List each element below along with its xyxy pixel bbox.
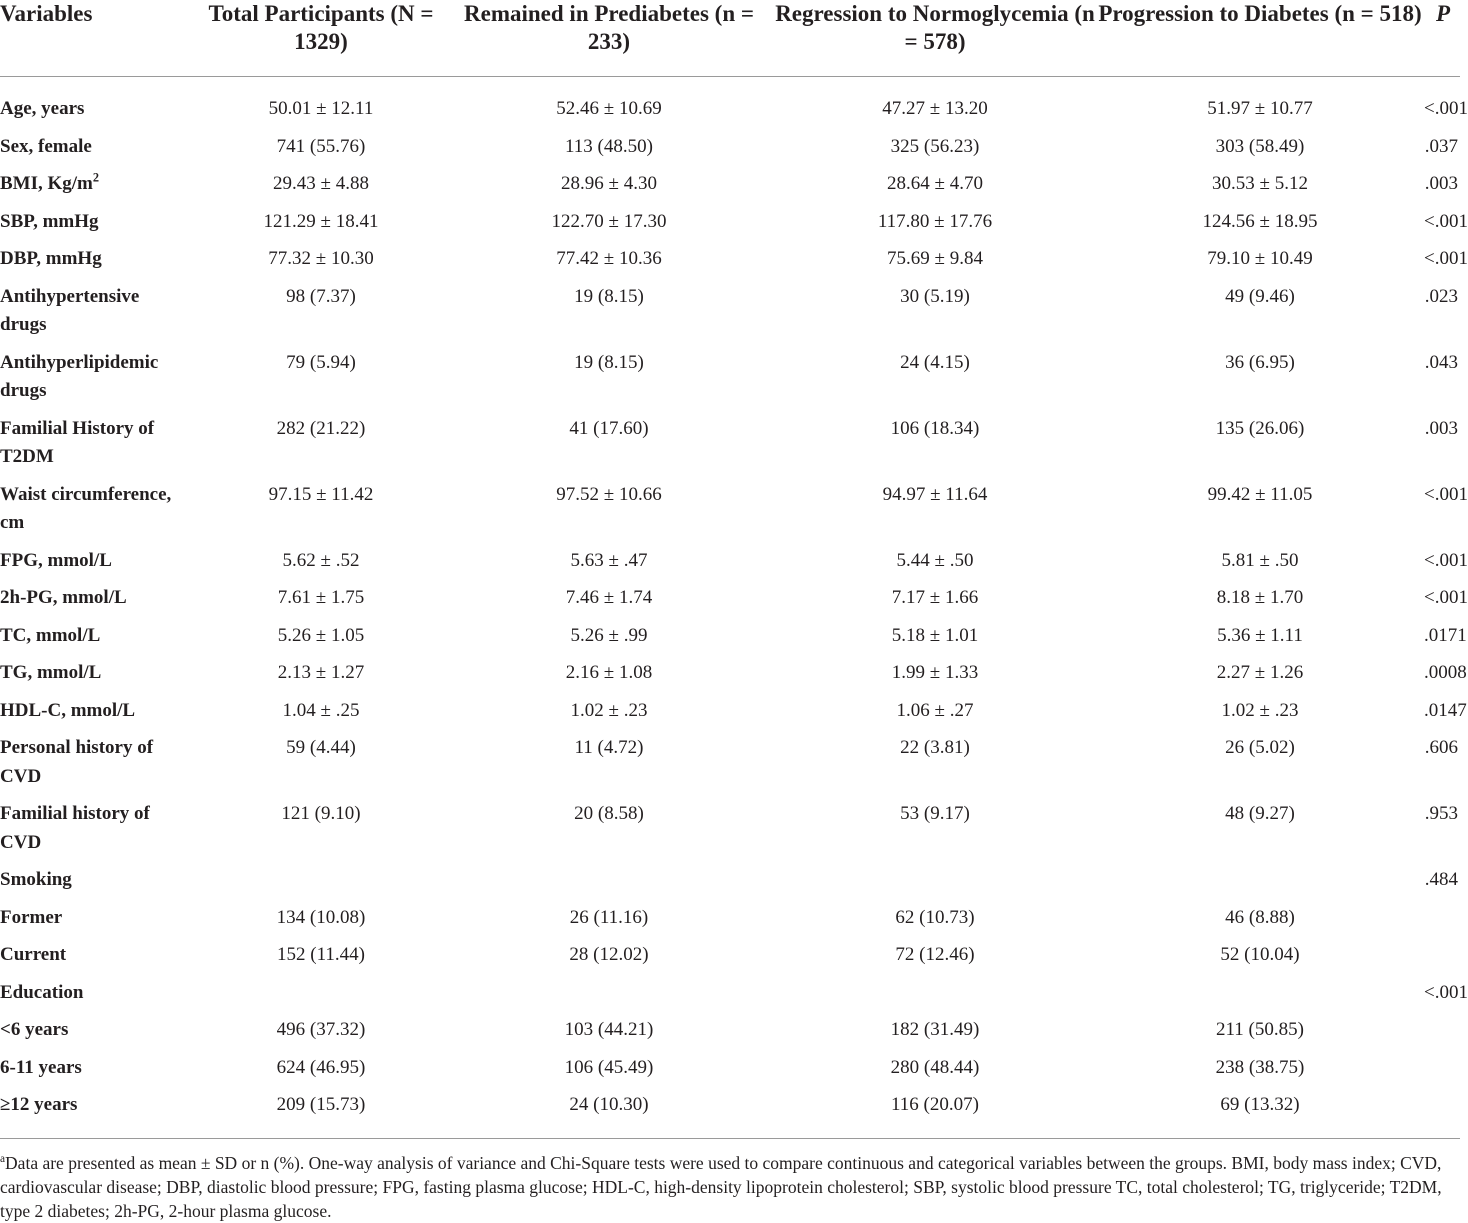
cell-regression: 5.18 ± 1.01 (891, 624, 979, 646)
cell-progression: 2.27 ± 1.26 (1216, 662, 1304, 683)
cell-progression: 49 (9.46) (1225, 285, 1295, 307)
row-label-text: TC, mmol/L (0, 624, 101, 646)
table-row (0, 1016, 1460, 1054)
table-row (0, 697, 1460, 735)
cell-total: 741 (55.76) (276, 135, 366, 157)
row-label (0, 415, 198, 481)
cell-remained (444, 979, 774, 1017)
row-label-text: Education (0, 981, 84, 1003)
row-label (0, 481, 198, 547)
cell-total: 624 (46.95) (276, 1056, 366, 1078)
cell-remained: 28 (12.02) (569, 944, 649, 965)
row-label (0, 584, 198, 622)
cell-p-value: <.001 (1424, 549, 1468, 571)
row-label (0, 734, 198, 800)
row-label-text: Sex, female (0, 135, 92, 157)
table-row (0, 349, 1460, 415)
cell-p-value: .953 (1424, 803, 1458, 824)
cell-progression: 211 (50.85) (1216, 1019, 1304, 1040)
cell-progression: 238 (38.75) (1215, 1056, 1305, 1078)
table-row (0, 800, 1460, 866)
cell-regression (774, 866, 1096, 904)
footnote-marker: a (0, 1153, 6, 1166)
row-label (0, 208, 198, 246)
cell-regression: 24 (4.15) (900, 351, 970, 373)
row-label (0, 1091, 198, 1134)
cell-remained: 122.70 ± 17.30 (551, 210, 667, 232)
cell-remained: 103 (44.21) (564, 1019, 654, 1040)
header-progression-diabetes: Progression to Diabetes (n = 518) (1096, 0, 1424, 77)
header-regression-normoglycemia: Regression to Normoglycemia (n = 578) (774, 0, 1096, 77)
cell-regression: 5.44 ± .50 (896, 549, 974, 571)
cell-regression: 1.99 ± 1.33 (891, 662, 979, 683)
cell-remained: 97.52 ± 10.66 (556, 483, 662, 505)
footnote-text: Data are presented as mean ± SD or n (%). One-way analysis of variance and Chi-Square tests were used to compare continuous and categorical variables between the groups. BMI, body mass index; CVD, cardiovascular disease; DBP, diastolic blood pressure; FPG, fasting plasma glucose; HDL-C, high-density lipoprotein cholesterol; SBP, systolic blood pressure TC, total cholesterol; TG, triglyceride; T2DM, type 2 diabetes; 2h-PG, 2-hour plasma glucose. (0, 1153, 1442, 1221)
cell-total: 5.62 ± .52 (282, 549, 360, 571)
table-row (0, 979, 1460, 1017)
row-label-text: DBP, mmHg (0, 248, 102, 269)
cell-p-value: .023 (1424, 285, 1458, 307)
cell-p-value: <.001 (1424, 98, 1468, 119)
header-variables: Variables (0, 0, 198, 77)
cell-remained: 106 (45.49) (564, 1056, 654, 1078)
cell-p-value (1424, 941, 1460, 979)
cell-total: 5.26 ± 1.05 (277, 624, 365, 646)
cell-p-value (1424, 904, 1460, 942)
cell-progression: 52 (10.04) (1220, 944, 1300, 965)
cell-regression (774, 979, 1096, 1017)
cell-p-value: .003 (1424, 417, 1458, 439)
cell-p-value (1424, 1091, 1460, 1134)
table-row (0, 170, 1460, 208)
cell-p-value (1424, 1016, 1460, 1054)
cell-regression: 116 (20.07) (891, 1094, 979, 1115)
table-row (0, 415, 1460, 481)
cell-p-value: <.001 (1424, 587, 1468, 608)
table-row (0, 133, 1460, 171)
cell-progression: 124.56 ± 18.95 (1202, 210, 1318, 232)
cell-remained: 2.16 ± 1.08 (565, 662, 653, 683)
cell-p-value: <.001 (1424, 981, 1468, 1003)
cell-total: 98 (7.37) (286, 285, 356, 307)
cell-progression: 36 (6.95) (1225, 351, 1295, 373)
table-row (0, 941, 1460, 979)
table-row (0, 481, 1460, 547)
table-row (0, 208, 1460, 246)
row-label (0, 979, 198, 1017)
table-row (0, 659, 1460, 697)
cell-regression: 62 (10.73) (895, 906, 975, 928)
row-label (0, 659, 198, 697)
cell-p-value: <.001 (1424, 210, 1468, 232)
cell-regression: 72 (12.46) (895, 944, 975, 965)
row-label-text: SBP, mmHg (0, 210, 99, 232)
row-label-text: Age, years (0, 98, 85, 119)
row-label (0, 77, 198, 133)
table-row (0, 584, 1460, 622)
row-label (0, 170, 198, 208)
cell-progression: 30.53 ± 5.12 (1212, 173, 1308, 194)
row-label (0, 800, 198, 866)
table-footnote (0, 1138, 1460, 1223)
cell-progression: 48 (9.27) (1225, 803, 1295, 824)
cell-remained: 5.26 ± .99 (570, 624, 648, 646)
row-label (0, 1054, 198, 1092)
cell-regression: 280 (48.44) (890, 1056, 980, 1078)
cell-total: 77.32 ± 10.30 (268, 248, 374, 269)
cell-remained: 41 (17.60) (569, 417, 649, 439)
row-label (0, 866, 198, 904)
cell-remained: 20 (8.58) (574, 803, 644, 824)
table-row (0, 734, 1460, 800)
cell-regression: 106 (18.34) (890, 417, 980, 439)
row-label-text: Waist circumference, cm (0, 483, 172, 533)
cell-regression: 30 (5.19) (900, 285, 970, 307)
table-row (0, 622, 1460, 660)
row-label-text: Familial history of CVD (0, 803, 150, 853)
cell-total: 59 (4.44) (286, 737, 356, 758)
row-label-text: FPG, mmol/L (0, 549, 112, 571)
cell-p-value: .037 (1424, 135, 1458, 157)
row-label-text: Familial History of T2DM (0, 417, 155, 467)
cell-total: 50.01 ± 12.11 (268, 98, 374, 119)
cell-progression: 69 (13.32) (1220, 1094, 1300, 1115)
cell-p-value: <.001 (1424, 248, 1468, 269)
cell-progression: 1.02 ± .23 (1221, 699, 1299, 721)
cell-total (198, 979, 444, 1017)
cell-remained: 26 (11.16) (569, 906, 649, 928)
cell-remained: 24 (10.30) (569, 1094, 649, 1115)
table-row (0, 1091, 1460, 1134)
cell-total: 2.13 ± 1.27 (277, 662, 365, 683)
cell-regression: 28.64 ± 4.70 (887, 173, 983, 194)
row-label-text: ≥12 years (0, 1094, 78, 1115)
cell-progression: 46 (8.88) (1225, 906, 1295, 928)
cell-total (198, 866, 444, 904)
cell-remained: 5.63 ± .47 (570, 549, 648, 571)
cell-p-value: .606 (1424, 737, 1458, 758)
cell-regression: 117.80 ± 17.76 (877, 210, 993, 232)
row-label (0, 547, 198, 585)
row-label (0, 622, 198, 660)
row-label-text: TG, mmol/L (0, 662, 102, 683)
table-row (0, 77, 1460, 133)
cell-progression (1096, 866, 1424, 904)
cell-regression: 47.27 ± 13.20 (882, 98, 988, 119)
cell-p-value: .0171 (1424, 624, 1467, 646)
cell-total: 496 (37.32) (276, 1019, 366, 1040)
cell-remained: 19 (8.15) (574, 285, 644, 307)
cell-regression: 1.06 ± .27 (896, 699, 974, 721)
header-total-participants: Total Participants (N = 1329) (198, 0, 444, 77)
cell-remained: 19 (8.15) (574, 351, 644, 373)
cell-progression: 51.97 ± 10.77 (1207, 98, 1313, 119)
table-row (0, 547, 1460, 585)
cell-total: 152 (11.44) (277, 944, 365, 965)
cell-total: 121 (9.10) (281, 803, 361, 824)
cell-p-value: <.001 (1424, 483, 1468, 505)
row-label-superscript: 2 (92, 170, 100, 185)
cell-total: 121.29 ± 18.41 (263, 210, 379, 232)
row-label (0, 1016, 198, 1054)
cell-total: 97.15 ± 11.42 (268, 483, 374, 505)
row-label (0, 133, 198, 171)
cell-remained: 77.42 ± 10.36 (556, 248, 662, 269)
cell-progression: 8.18 ± 1.70 (1216, 587, 1304, 608)
row-label-text: Smoking (0, 869, 72, 890)
cell-remained: 113 (48.50) (565, 135, 653, 157)
cell-regression: 22 (3.81) (900, 737, 970, 758)
row-label-text: 2h-PG, mmol/L (0, 587, 127, 608)
cell-progression: 26 (5.02) (1225, 737, 1295, 758)
cell-remained: 11 (4.72) (574, 737, 644, 758)
cell-progression: 79.10 ± 10.49 (1207, 248, 1313, 269)
cell-regression: 53 (9.17) (900, 803, 970, 824)
cell-progression (1096, 979, 1424, 1017)
row-label-text: Current (0, 944, 67, 965)
table-row (0, 283, 1460, 349)
cell-total: 282 (21.22) (276, 417, 366, 439)
row-label-text: <6 years (0, 1019, 69, 1040)
row-label-text: Personal history of CVD (0, 737, 154, 787)
cell-remained: 52.46 ± 10.69 (556, 98, 662, 119)
row-label (0, 245, 198, 283)
header-row (0, 0, 1460, 77)
cell-regression: 182 (31.49) (890, 1019, 980, 1040)
cell-p-value: .0008 (1424, 662, 1467, 683)
row-label-text: HDL-C, mmol/L (0, 699, 136, 721)
row-label-text: Antihyperlipidemic drugs (0, 351, 159, 401)
cell-progression: 99.42 ± 11.05 (1207, 483, 1313, 505)
row-label (0, 941, 198, 979)
row-label-text: Former (0, 906, 63, 928)
row-label-text: 6-11 years (0, 1056, 82, 1078)
table-row (0, 245, 1460, 283)
row-label-text: Antihypertensive drugs (0, 285, 140, 335)
row-label (0, 904, 198, 942)
cell-regression: 94.97 ± 11.64 (882, 483, 988, 505)
cell-progression: 303 (58.49) (1215, 135, 1305, 157)
table-row (0, 866, 1460, 904)
table-header (0, 0, 1460, 77)
cell-total: 134 (10.08) (276, 906, 366, 928)
row-label-text: BMI, Kg/m (0, 173, 93, 194)
cell-total: 79 (5.94) (286, 351, 356, 373)
cell-progression: 5.81 ± .50 (1221, 549, 1299, 571)
cell-regression: 325 (56.23) (890, 135, 980, 157)
cell-total: 7.61 ± 1.75 (277, 587, 365, 608)
row-label (0, 349, 198, 415)
cell-remained (444, 866, 774, 904)
cell-regression: 7.17 ± 1.66 (891, 587, 979, 608)
cell-progression: 5.36 ± 1.11 (1217, 624, 1303, 646)
table-row (0, 1054, 1460, 1092)
cell-p-value: .484 (1424, 869, 1458, 890)
cell-p-value: .0147 (1424, 699, 1467, 721)
cell-p-value: .003 (1424, 173, 1458, 194)
cell-remained: 1.02 ± .23 (570, 699, 648, 721)
cell-p-value (1424, 1054, 1460, 1092)
table-row (0, 904, 1460, 942)
cell-progression: 135 (26.06) (1215, 417, 1305, 439)
cell-total: 29.43 ± 4.88 (273, 173, 369, 194)
table-body (0, 77, 1468, 1134)
cell-total: 1.04 ± .25 (282, 699, 360, 721)
cell-p-value: .043 (1424, 351, 1458, 373)
cell-remained: 28.96 ± 4.30 (561, 173, 657, 194)
cell-total: 209 (15.73) (276, 1094, 366, 1115)
header-remained-prediabetes: Remained in Prediabetes (n = 233) (444, 0, 774, 77)
cell-remained: 7.46 ± 1.74 (565, 587, 653, 608)
cell-regression: 75.69 ± 9.84 (887, 248, 983, 269)
row-label (0, 283, 198, 349)
row-label (0, 697, 198, 735)
header-p-value: P (1424, 0, 1460, 77)
